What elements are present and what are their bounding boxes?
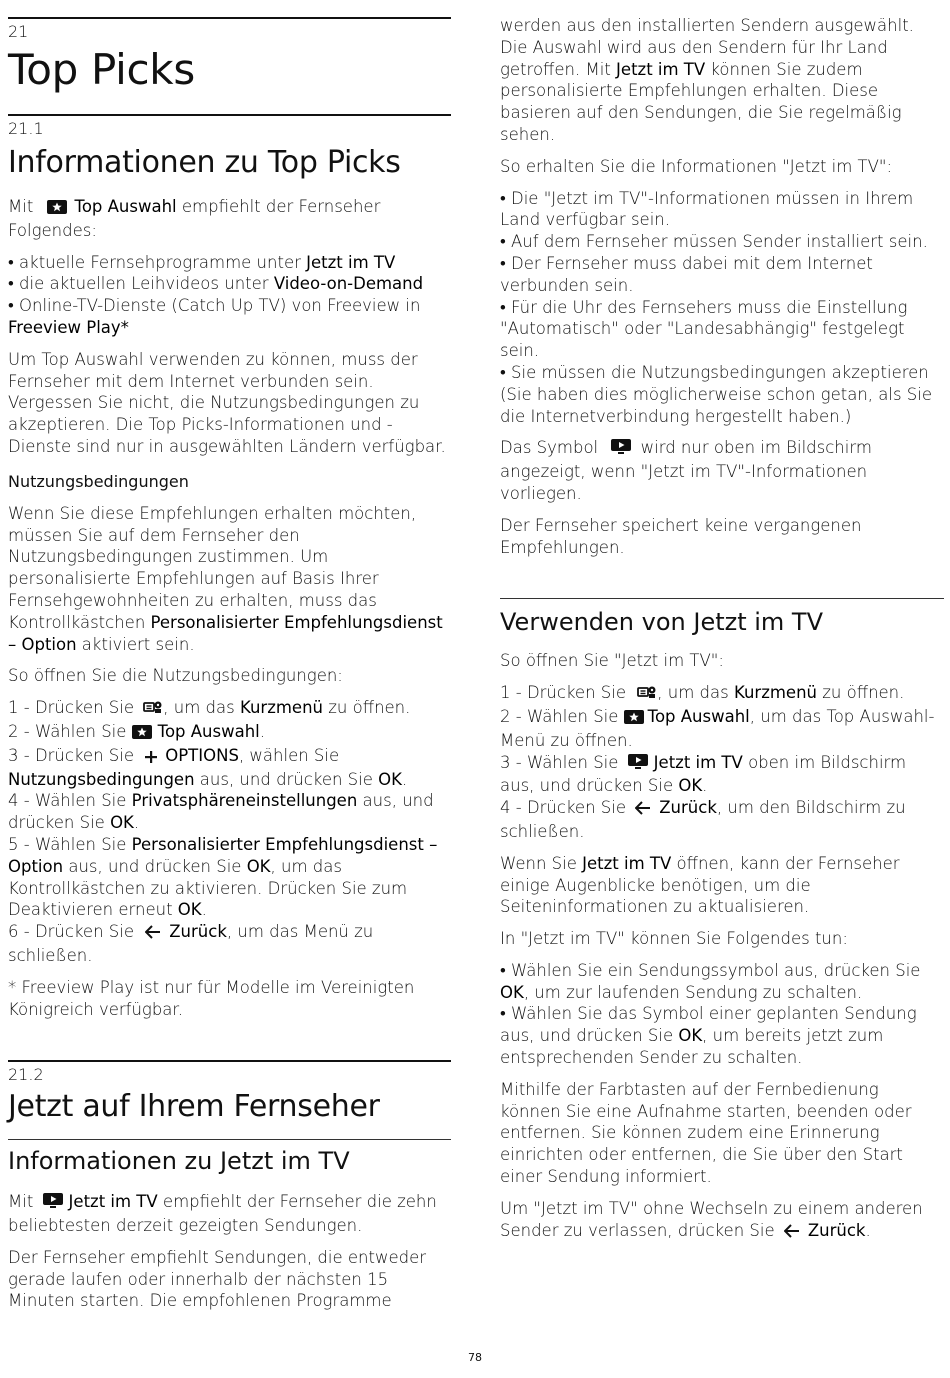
paragraph: Das Symbol wird nur oben im Bildschirm angezeigt, wenn "Jetzt im TV"-Informationen vorliegen. — [500, 438, 872, 503]
list-item: • Auf dem Fernseher müssen Sender installiert sein. — [500, 232, 928, 252]
paragraph: Der Fernseher empfiehlt Sendungen, die entweder gerade laufen oder innerhalb der nächsten 15 Minuten starten. Die empfohlenen Programme — [8, 1247, 427, 1311]
list-item: 4 - Wählen Sie Privatsphäreneinstellungen aus, und drücken Sie OK. — [8, 791, 434, 833]
section-number: 21.1 — [8, 119, 44, 138]
subsection-title: Informationen zu Jetzt im TV — [8, 1147, 350, 1176]
chapter-rule — [8, 17, 451, 19]
subsection-rule — [8, 1139, 451, 1140]
paragraph: Mit Jetzt im TV empfiehlt der Fernseher die zehn beliebtesten derzeit gezeigten Sendungen. — [8, 1192, 437, 1236]
footnote: * Freeview Play ist nur für Modelle im Vereinigten Königreich verfügbar. — [8, 977, 415, 1019]
list-item: • Sie müssen die Nutzungsbedingungen akzeptieren (Sie haben dies möglicherweise schon getan, als Sie die Internetverbindung hergestellt haben.) — [500, 362, 933, 426]
left-column — [8, 0, 451, 1312]
list-item: • Online-TV-Dienste (Catch Up TV) von Freeview in Freeview Play* — [8, 296, 421, 337]
paragraph: werden aus den installierten Sendern ausgewählt. Die Auswahl wird aus den Sendern für Ihr Land getroffen. Mit Jetzt im TV können Sie zudem personalisierte Empfehlungen erhalten. Diese basieren auf den Sendungen, die Sie regelmäßig sehen. — [500, 16, 914, 144]
list-item: 2 - Wählen Sie Top Auswahl. — [8, 721, 451, 745]
section-title: Jetzt auf Ihrem Fernseher — [8, 1089, 380, 1125]
list-item: 3 - Wählen Sie Jetzt im TV oben im Bildschirm aus, und drücken Sie OK. — [500, 752, 907, 796]
list-item: • aktuelle Fernsehprogramme unter Jetzt im TV — [8, 252, 396, 272]
star-icon — [132, 723, 152, 745]
bullet-list — [500, 960, 944, 1069]
list-item: 3 - Drücken Sie OPTIONS, wählen Sie Nutzungsbedingungen aus, und drücken Sie OK. — [8, 745, 408, 789]
chapter-number: 21 — [8, 22, 29, 41]
list-item: • die aktuellen Leihvideos unter Video-on-Demand — [8, 274, 424, 294]
section-number: 21.2 — [8, 1065, 44, 1085]
list-item: 1 - Drücken Sie , um das Kurzmenü zu öffnen. — [8, 697, 451, 721]
list-item: • Die "Jetzt im TV"-Informationen müssen in Ihrem Land verfügbar sein. — [500, 188, 914, 230]
back-arrow-icon — [145, 923, 161, 945]
list-item: • Wählen Sie ein Sendungssymbol aus, drücken Sie OK, um zur laufenden Sendung zu schalten. — [500, 960, 921, 1002]
steps-list — [500, 682, 944, 843]
bullet-list — [8, 252, 451, 339]
paragraph: Mit Top Auswahl empfiehlt der Fernseher Folgendes: — [8, 197, 381, 240]
subsection-rule — [500, 598, 944, 599]
tv-play-icon — [628, 754, 648, 776]
tv-play-icon — [43, 1193, 63, 1215]
back-arrow-icon — [784, 1222, 800, 1244]
star-icon — [624, 708, 644, 730]
chapter-title: Top Picks — [8, 45, 195, 94]
star-icon — [47, 198, 67, 220]
paragraph: So öffnen Sie die Nutzungsbedingungen: — [8, 666, 343, 686]
paragraph: Um Top Auswahl verwenden zu können, muss der Fernseher mit dem Internet verbunden sein. Vergessen Sie nicht, die Nutzungsbedingungen zu akzeptieren. Die Top Picks-Informationen und -Dienste sind nur in ausgewählten Ländern verfügbar. — [8, 349, 446, 456]
list-item: 6 - Drücken Sie Zurück, um das Menü zu schließen. — [8, 922, 374, 965]
list-item: • Für die Uhr des Fernsehers muss die Einstellung "Automatisch" oder "Landesabhängig" festgelegt sein. — [500, 297, 908, 361]
bullet-list — [500, 188, 944, 428]
paragraph: Mithilfe der Farbtasten auf der Fernbedienung können Sie eine Aufnahme starten, beenden oder entfernen. Sie können zudem eine Erinnerung einrichten oder entfernen, die Sie über den Start einer Sendung informiert. — [500, 1079, 912, 1187]
list-item: • Wählen Sie das Symbol einer geplanten Sendung aus, und drücken Sie OK, um bereits jetzt zum entsprechenden Sender zu schalten. — [500, 1004, 917, 1068]
list-item: 1 - Drücken Sie , um das Kurzmenü zu öffnen. — [500, 682, 944, 706]
paragraph: Wenn Sie Jetzt im TV öffnen, kann der Fernseher einige Augenblicke benötigen, um die Seiteninformationen zu aktualisieren. — [500, 853, 900, 917]
back-arrow-icon — [635, 799, 651, 821]
paragraph: Um "Jetzt im TV" ohne Wechseln zu einem anderen Sender zu verlassen, drücken Sie Zurück. — [500, 1198, 944, 1244]
subsection-title: Verwenden von Jetzt im TV — [500, 608, 824, 637]
section-rule — [8, 1060, 451, 1062]
page-number: 78 — [468, 1351, 482, 1364]
steps-list — [8, 697, 451, 967]
paragraph: In "Jetzt im TV" können Sie Folgendes tun: — [500, 929, 848, 949]
terms-heading: Nutzungsbedingungen — [8, 471, 189, 491]
section-rule — [8, 114, 451, 116]
list-item: 4 - Drücken Sie Zurück, um den Bildschirm zu schließen. — [500, 798, 906, 841]
right-column — [500, 15, 944, 1243]
paragraph: Wenn Sie diese Empfehlungen erhalten möchten, müssen Sie auf dem Fernseher den Nutzungsbedingungen zustimmen. Um personalisierte Empfehlungen auf Basis Ihrer Fernsehgewohnheiten zu erhalten, muss das Kontrollkästchen Personalisierter Empfehlungsdienst – Option aktiviert sein. — [8, 503, 443, 654]
quick-menu-icon — [143, 699, 163, 721]
list-item: 5 - Wählen Sie Personalisierter Empfehlungsdienst – Option aus, und drücken Sie OK, um das Kontrollkästchen zu aktivieren. Drücken Sie zum Deaktivieren erneut OK. — [8, 834, 438, 920]
quick-menu-icon — [637, 684, 657, 706]
section-title: Informationen zu Top Picks — [8, 145, 401, 180]
list-item: 2 - Wählen Sie Top Auswahl, um das Top Auswahl-Menü zu öffnen. — [500, 706, 935, 750]
plus-icon — [145, 747, 157, 769]
paragraph: So öffnen Sie "Jetzt im TV": — [500, 651, 724, 671]
paragraph: Der Fernseher speichert keine vergangenen Empfehlungen. — [500, 515, 862, 557]
list-item: • Der Fernseher muss dabei mit dem Internet verbunden sein. — [500, 253, 873, 295]
paragraph: So erhalten Sie die Informationen "Jetzt im TV": — [500, 156, 893, 176]
tv-play-icon — [611, 439, 631, 461]
